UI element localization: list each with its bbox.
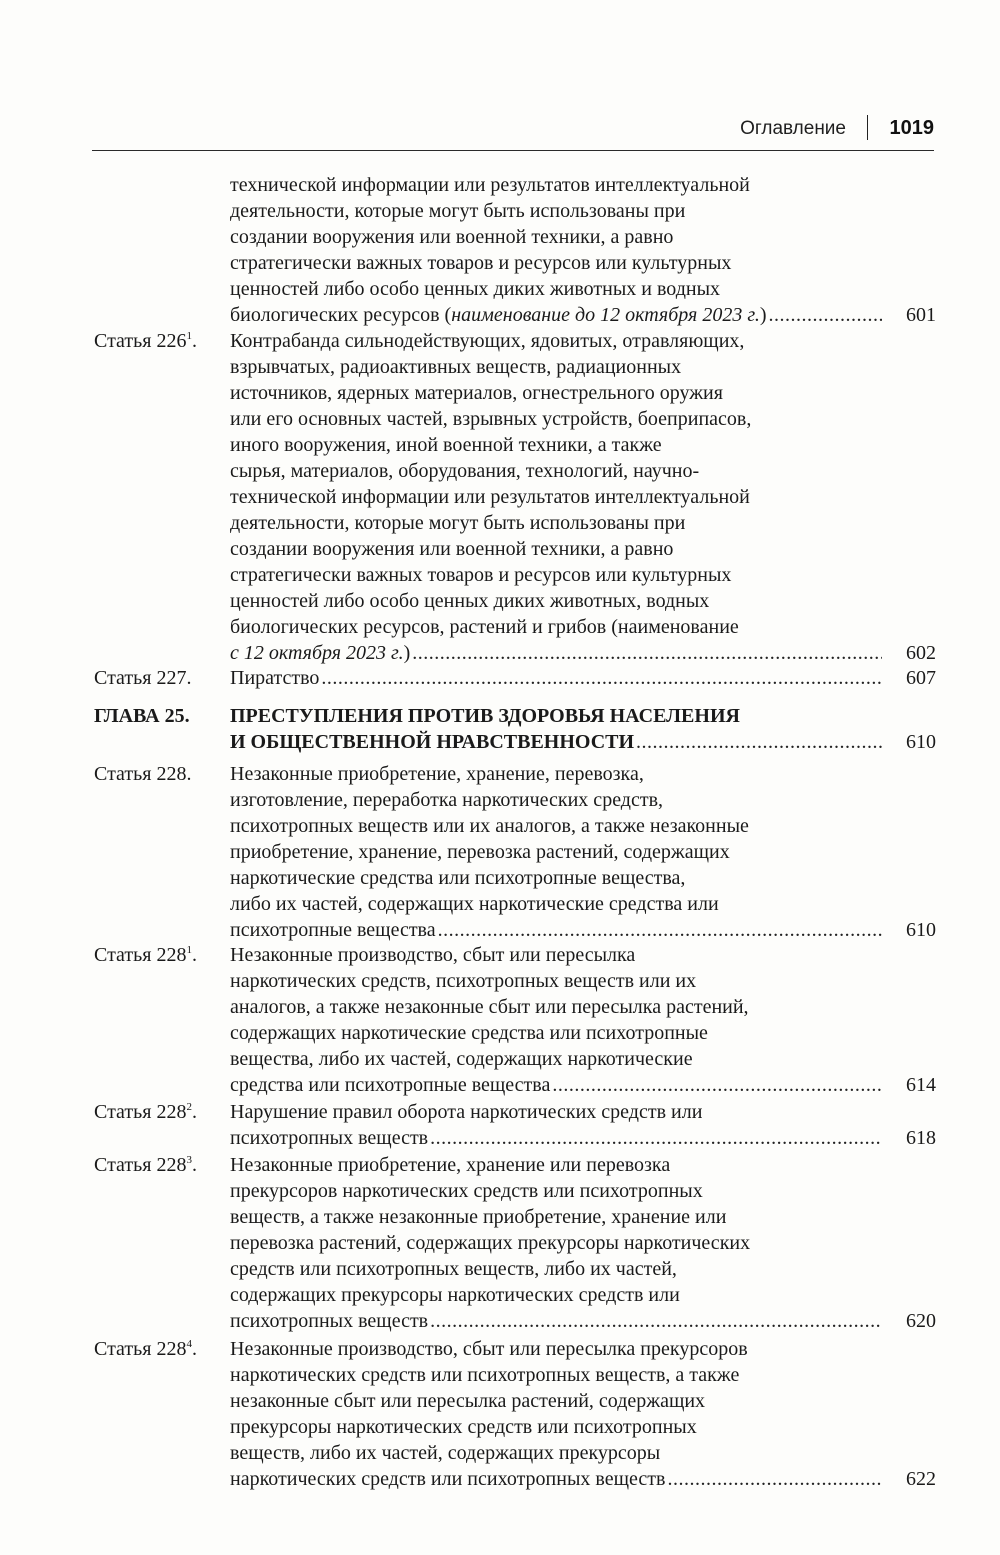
dot-leader (430, 1308, 882, 1334)
dot-leader (552, 1072, 882, 1098)
entry-title (230, 703, 888, 755)
title-note-italic: с 12 октября 2023 г. (230, 642, 404, 664)
dot-leader (769, 302, 882, 328)
title-last-line (230, 1125, 888, 1151)
label-period: . (191, 944, 197, 966)
page-number: 610 (906, 731, 936, 753)
title-line: биологических ресурсов, растений и грибов (наименование (230, 616, 739, 638)
title-line: содержащих наркотические средства или психотропные (230, 1022, 708, 1044)
title-line: Нарушение правил оборота наркотических средств или (230, 1101, 703, 1123)
page-number: 618 (906, 1127, 936, 1149)
article-label (94, 665, 229, 691)
title-last-line (230, 729, 888, 755)
entry-title (230, 942, 888, 1098)
title-line: содержащих прекурсоры наркотических средств или (230, 1284, 680, 1306)
title-closing-paren: ) (403, 642, 411, 664)
title-line: Незаконные производство, сбыт или пересылка прекурсоров (230, 1338, 748, 1360)
label-text: Статья 228. (94, 763, 192, 785)
title-text: психотропных веществ (230, 1310, 429, 1332)
title-text: наркотических средств или психотропных веществ (230, 1468, 666, 1490)
title-last-line (230, 1072, 888, 1098)
article-superscript: 1 (186, 330, 192, 342)
page-number: 607 (906, 667, 936, 689)
title-line: стратегически важных товаров и ресурсов или культурных (230, 252, 732, 274)
title-closing-paren: ) (759, 304, 767, 326)
title-line: Контрабанда сильнодействующих, ядовитых, отравляющих, (230, 330, 745, 352)
title-text: Пиратство (230, 667, 320, 689)
label-text: Статья 228 (94, 1338, 187, 1360)
title-line: или его основных частей, взрывных устройств, боеприпасов, (230, 408, 752, 430)
title-line: вещества, либо их частей, содержащих наркотические (230, 1048, 693, 1070)
label-text: ГЛАВА 25. (94, 705, 190, 727)
page-number: 620 (906, 1310, 936, 1332)
title-line: либо их частей, содержащих наркотические средства или (230, 893, 719, 915)
label-text: Статья 228 (94, 1101, 187, 1123)
title-line: прекурсоры наркотических средств или психотропных (230, 1416, 697, 1438)
title-last-line (230, 302, 888, 328)
label-text: Статья 227. (94, 667, 192, 689)
entry-title (230, 1336, 888, 1492)
title-text: биологических ресурсов ( (230, 304, 452, 326)
header-separator (867, 115, 869, 140)
title-line: стратегически важных товаров и ресурсов или культурных (230, 564, 732, 586)
title-text: И ОБЩЕСТВЕННОЙ НРАВСТВЕННОСТИ (230, 731, 635, 753)
title-line: технической информации или результатов интеллектуальной (230, 486, 750, 508)
title-line: взрывчатых, радиоактивных веществ, радиационных (230, 356, 682, 378)
chapter-label (94, 703, 229, 729)
title-line: приобретение, хранение, перевозка растений, содержащих (230, 841, 730, 863)
article-label (94, 328, 229, 354)
dot-leader (438, 917, 882, 943)
label-period: . (191, 1101, 197, 1123)
title-last-line (230, 1466, 888, 1492)
dot-leader (667, 1466, 882, 1492)
article-superscript: 4 (186, 1338, 192, 1350)
label-text: Статья 226 (94, 330, 187, 352)
title-line: изготовление, переработка наркотических средств, (230, 789, 664, 811)
page-number: 602 (906, 642, 936, 664)
label-period: . (191, 330, 197, 352)
title-line: ценностей либо особо ценных диких животных и водных (230, 278, 721, 300)
label-period: . (191, 1154, 197, 1176)
header-title: Оглавление (740, 118, 846, 139)
title-last-line (230, 665, 888, 691)
running-header (92, 112, 934, 151)
title-line: ПРЕСТУПЛЕНИЯ ПРОТИВ ЗДОРОВЬЯ НАСЕЛЕНИЯ (230, 705, 740, 727)
title-line: технической информации или результатов интеллектуальной (230, 174, 750, 196)
title-line: сырья, материалов, оборудования, технологий, научно- (230, 460, 700, 482)
dot-leader (430, 1125, 882, 1151)
title-line: наркотических средств или психотропных веществ, а также (230, 1364, 740, 1386)
entry-title (230, 328, 888, 666)
article-label (94, 942, 229, 968)
title-line: Незаконные приобретение, хранение, перевозка, (230, 763, 644, 785)
page-number: 610 (906, 919, 936, 941)
title-line: деятельности, которые могут быть использованы при (230, 200, 686, 222)
page-number: 601 (906, 304, 936, 326)
title-line: наркотические средства или психотропные вещества, (230, 867, 686, 889)
dot-leader (321, 665, 882, 691)
article-superscript: 3 (186, 1154, 192, 1166)
entry-title (230, 172, 888, 328)
article-superscript: 2 (186, 1101, 192, 1113)
title-line: перевозка растений, содержащих прекурсоры наркотических (230, 1232, 751, 1254)
title-line: веществ, а также незаконные приобретение, хранение или (230, 1206, 727, 1228)
dot-leader (636, 729, 882, 755)
title-line: наркотических средств, психотропных веществ или их (230, 970, 697, 992)
title-line: веществ, либо их частей, содержащих прекурсоры (230, 1442, 661, 1464)
title-text: психотропные вещества (230, 919, 436, 941)
article-label (94, 1152, 229, 1178)
entry-title (230, 665, 888, 691)
article-label (94, 1336, 229, 1362)
entry-title (230, 1152, 888, 1334)
title-line: психотропных веществ или их аналогов, а также незаконные (230, 815, 749, 837)
header-page-number: 1019 (889, 117, 934, 139)
title-line: аналогов, а также незаконные сбыт или пересылка растений, (230, 996, 749, 1018)
page-number: 614 (906, 1074, 936, 1096)
title-line: источников, ядерных материалов, огнестрельного оружия (230, 382, 723, 404)
title-line: создании вооружения или военной техники, а равно (230, 226, 674, 248)
entry-title (230, 761, 888, 943)
title-line: незаконные сбыт или пересылка растений, содержащих (230, 1390, 706, 1412)
title-line: средств или психотропных веществ, либо их частей, (230, 1258, 677, 1280)
title-line: иного вооружения, иной военной техники, а также (230, 434, 662, 456)
entry-title (230, 1099, 888, 1151)
title-line: создании вооружения или военной техники, а равно (230, 538, 674, 560)
title-note-italic: наименование до 12 октября 2023 г. (451, 304, 760, 326)
title-text: психотропных веществ (230, 1127, 429, 1149)
label-period: . (191, 1338, 197, 1360)
title-line: ценностей либо особо ценных диких животных, водных (230, 590, 710, 612)
label-text: Статья 228 (94, 944, 187, 966)
article-label (94, 1099, 229, 1125)
title-last-line (230, 640, 888, 666)
page-number: 622 (906, 1468, 936, 1490)
title-line: Незаконные приобретение, хранение или перевозка (230, 1154, 671, 1176)
article-label (94, 761, 229, 787)
article-superscript: 1 (186, 944, 192, 956)
label-text: Статья 228 (94, 1154, 187, 1176)
title-text: средства или психотропные вещества (230, 1074, 551, 1096)
dot-leader (412, 640, 882, 666)
title-line: Незаконные производство, сбыт или пересылка (230, 944, 636, 966)
title-last-line (230, 1308, 888, 1334)
title-line: деятельности, которые могут быть использованы при (230, 512, 686, 534)
title-last-line (230, 917, 888, 943)
title-line: прекурсоров наркотических средств или психотропных (230, 1180, 703, 1202)
